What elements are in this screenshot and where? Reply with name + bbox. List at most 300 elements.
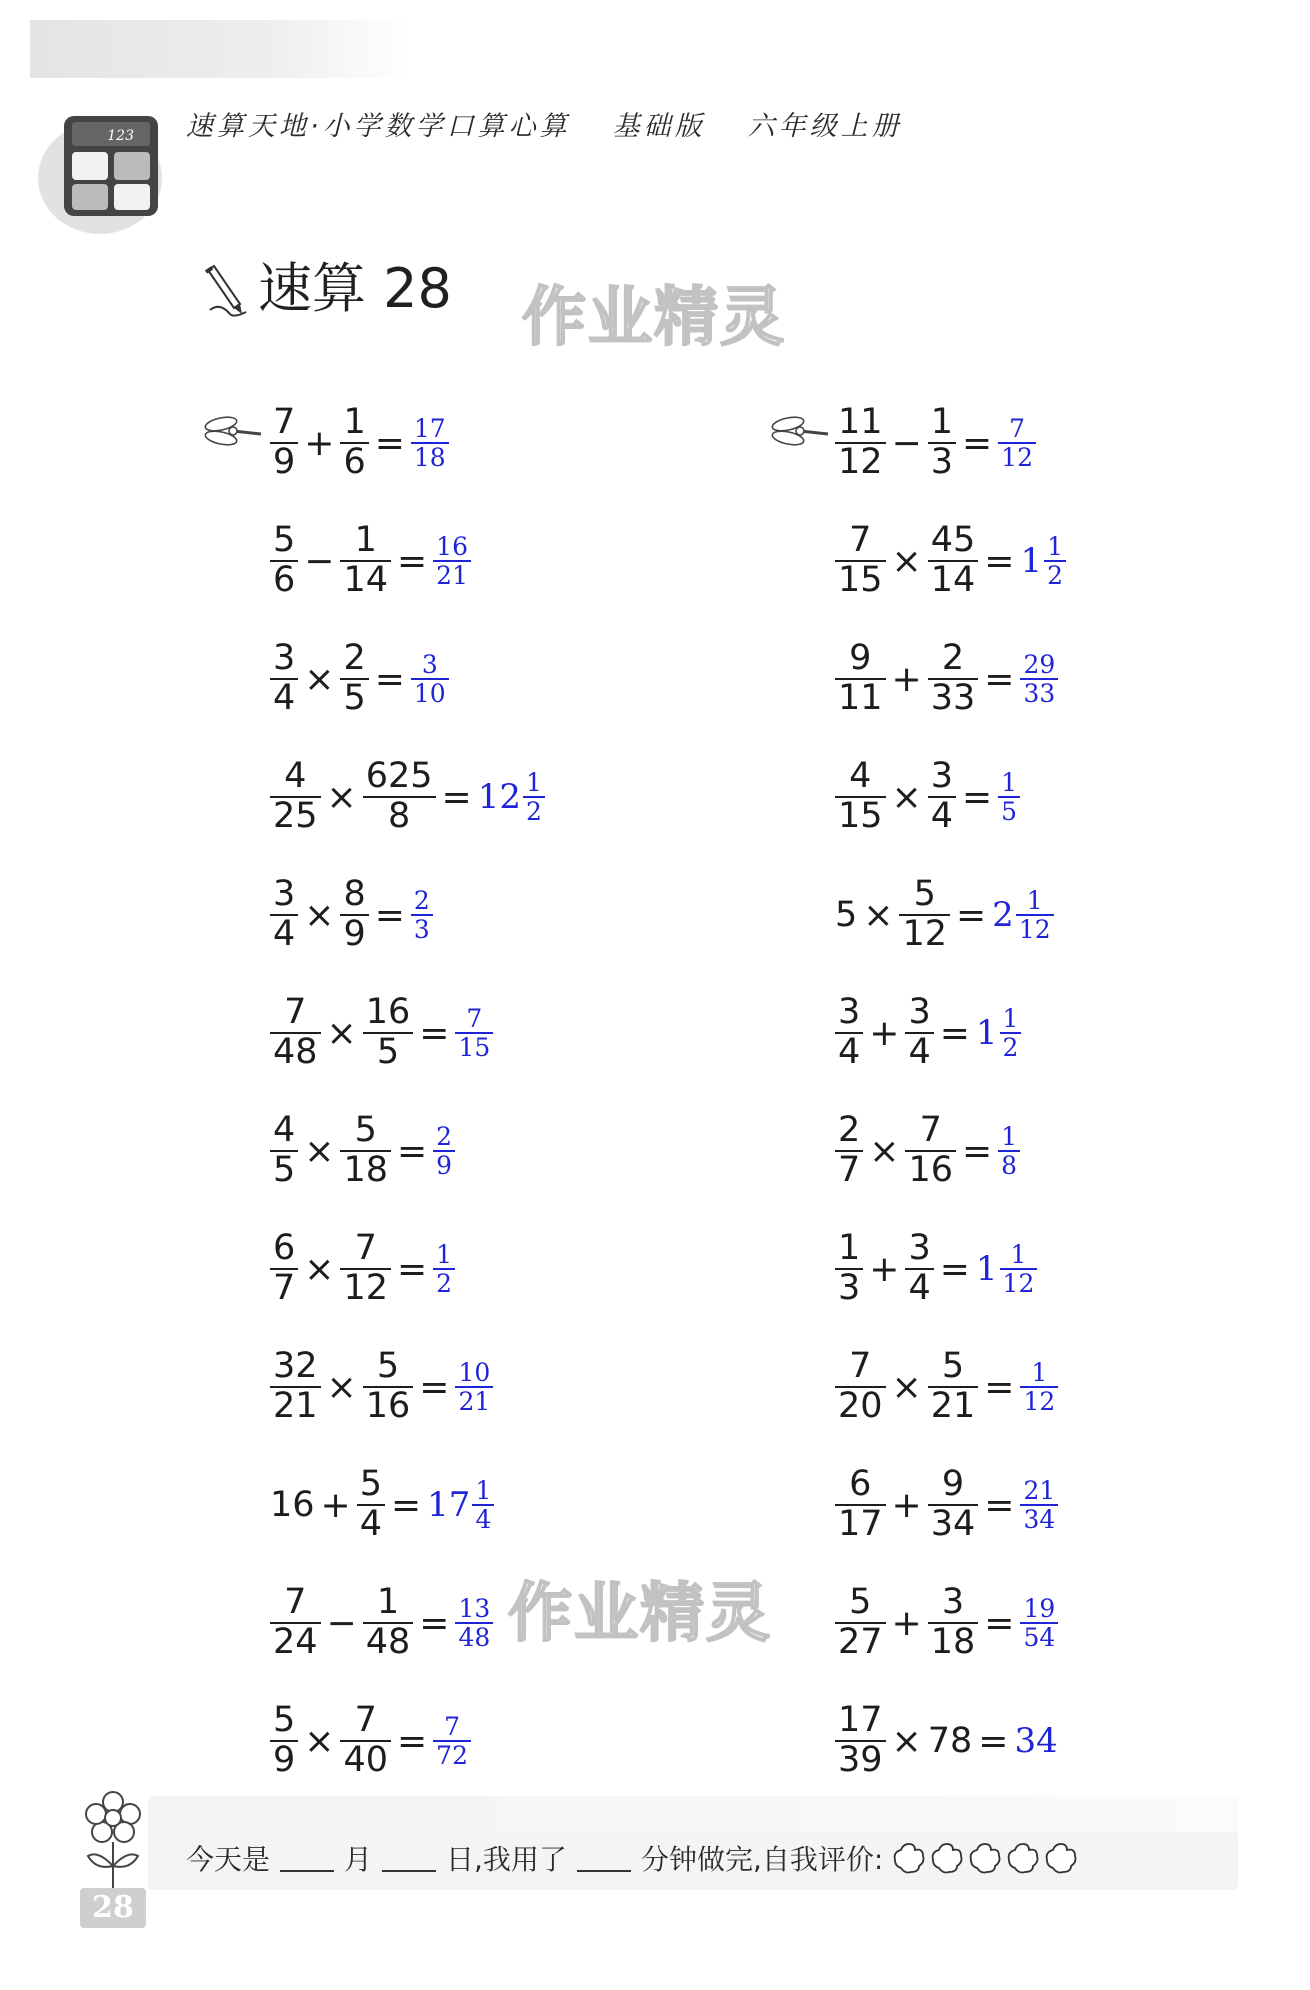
calculator-icon xyxy=(38,106,170,236)
denominator: 2 xyxy=(1047,561,1063,590)
denominator: 4 xyxy=(908,1032,931,1072)
problem xyxy=(835,620,1310,738)
denominator: 16 xyxy=(908,1150,953,1190)
numerator: 16 xyxy=(365,992,411,1033)
fraction-operand xyxy=(835,994,863,1072)
answer-whole: 2 xyxy=(992,895,1014,935)
header-grade: 六年级上册 xyxy=(747,111,903,142)
numerator: 16 xyxy=(436,532,468,561)
fraction-operand xyxy=(270,758,321,836)
problem xyxy=(835,1446,1310,1564)
numerator: 5 xyxy=(273,1700,296,1741)
numerator: 13 xyxy=(458,1594,491,1623)
numerator: 6 xyxy=(849,1464,872,1505)
numerator: 4 xyxy=(273,1110,296,1151)
handwritten-answer xyxy=(1020,651,1058,707)
answer-fraction xyxy=(998,1123,1020,1179)
minutes-blank[interactable] xyxy=(577,1844,631,1872)
fraction-operand xyxy=(928,640,979,718)
handwritten-answer xyxy=(1014,1721,1059,1761)
denominator: 12 xyxy=(1023,1387,1056,1416)
denominator: 15 xyxy=(458,1033,491,1062)
watermark: 作业精灵 xyxy=(522,281,786,355)
fraction-operand xyxy=(905,1230,933,1308)
answer-fraction xyxy=(1020,651,1058,707)
equals-sign: = xyxy=(397,1130,428,1172)
denominator: 7 xyxy=(273,1268,296,1308)
handwritten-answer xyxy=(411,415,449,471)
numerator: 45 xyxy=(930,520,976,561)
rating-flower-icon[interactable] xyxy=(1043,1840,1079,1876)
problem xyxy=(270,1682,830,1800)
denominator: 5 xyxy=(376,1032,400,1072)
month-label: 月 xyxy=(344,1843,373,1876)
handwritten-answer xyxy=(976,1241,1037,1297)
numerator: 2 xyxy=(838,1110,861,1151)
fraction-operand xyxy=(340,1230,391,1308)
denominator: 15 xyxy=(838,560,883,600)
numerator: 10 xyxy=(458,1358,491,1387)
equals-sign: = xyxy=(419,1366,450,1408)
denominator: 20 xyxy=(838,1386,883,1426)
handwritten-answer xyxy=(1020,1477,1058,1533)
numerator: 19 xyxy=(1023,1594,1056,1623)
denominator: 2 xyxy=(1002,1033,1019,1062)
numerator: 1 xyxy=(376,1582,400,1623)
fraction-operand xyxy=(270,876,298,954)
fraction-operand xyxy=(835,1584,886,1662)
problem xyxy=(835,1092,1310,1210)
numerator: 1 xyxy=(343,402,366,443)
denominator: 3 xyxy=(838,1268,861,1308)
handwritten-answer xyxy=(998,415,1036,471)
fraction-operand xyxy=(340,640,368,718)
fraction-operand xyxy=(928,758,956,836)
handwritten-answer xyxy=(992,887,1053,943)
operator: × xyxy=(891,1366,922,1408)
denominator: 33 xyxy=(930,678,976,718)
integer-operand: 5 xyxy=(835,895,858,935)
equals-sign: = xyxy=(397,1720,428,1762)
numerator: 3 xyxy=(941,1582,965,1623)
equals-sign: = xyxy=(984,1602,1015,1644)
fraction-operand xyxy=(899,876,950,954)
numerator: 1 xyxy=(838,1228,861,1269)
handwritten-answer xyxy=(1020,1595,1058,1651)
rating-flower-icon[interactable] xyxy=(891,1840,927,1876)
denominator: 11 xyxy=(838,678,883,718)
answer-fraction xyxy=(411,887,433,943)
denominator: 9 xyxy=(273,442,296,482)
numerator: 3 xyxy=(273,874,296,915)
operator: × xyxy=(869,1130,900,1172)
denominator: 6 xyxy=(273,560,296,600)
answer-fraction xyxy=(523,769,545,825)
fraction-operand xyxy=(340,404,368,482)
denominator: 12 xyxy=(343,1268,388,1308)
fraction-operand xyxy=(928,522,979,600)
problem xyxy=(270,502,830,620)
denominator: 4 xyxy=(475,1505,492,1534)
denominator: 8 xyxy=(387,796,411,836)
fraction-operand xyxy=(270,1230,298,1308)
denominator: 4 xyxy=(359,1504,382,1544)
denominator: 21 xyxy=(436,561,468,590)
numerator: 8 xyxy=(343,874,366,915)
numerator: 3 xyxy=(838,992,861,1033)
denominator: 9 xyxy=(343,914,366,954)
fraction-operand xyxy=(928,1348,979,1426)
numerator: 2 xyxy=(343,638,366,679)
denominator: 12 xyxy=(838,442,883,482)
fraction-operand xyxy=(363,994,414,1072)
numerator: 3 xyxy=(908,992,931,1033)
fraction-operand xyxy=(270,1584,321,1662)
problem xyxy=(835,1210,1310,1328)
answer-fraction xyxy=(1016,887,1054,943)
numerator: 9 xyxy=(941,1464,965,1505)
handwritten-answer xyxy=(433,533,471,589)
denominator: 72 xyxy=(436,1741,468,1770)
answer-fraction xyxy=(455,1005,493,1061)
operator: × xyxy=(891,1720,922,1762)
numerator: 1 xyxy=(1010,1240,1027,1269)
page-title: 速算 28 xyxy=(258,257,452,320)
fraction-operand xyxy=(835,1230,863,1308)
denominator: 9 xyxy=(436,1151,453,1180)
numerator: 1 xyxy=(525,768,542,797)
handwritten-answer xyxy=(411,887,433,943)
fraction-operand xyxy=(340,876,368,954)
denominator: 34 xyxy=(930,1504,976,1544)
operator: × xyxy=(891,776,922,818)
numerator: 7 xyxy=(284,1582,307,1623)
fraction-operand xyxy=(835,404,886,482)
handwritten-answer xyxy=(455,1359,493,1415)
problem xyxy=(270,620,830,738)
day-label: 日,我用了 xyxy=(446,1843,567,1876)
integer-operand: 78 xyxy=(927,1721,973,1761)
numerator: 1 xyxy=(1001,768,1018,797)
denominator: 25 xyxy=(273,796,318,836)
fraction-operand xyxy=(835,522,886,600)
equals-sign: = xyxy=(397,1248,428,1290)
numerator: 9 xyxy=(849,638,872,679)
handwritten-answer xyxy=(1020,533,1066,589)
denominator: 40 xyxy=(343,1740,388,1780)
answer-fraction xyxy=(411,651,449,707)
fraction-operand xyxy=(835,1702,886,1780)
equals-sign: = xyxy=(419,1012,450,1054)
operator: + xyxy=(891,658,922,700)
equals-sign: = xyxy=(397,540,428,582)
denominator: 39 xyxy=(838,1740,883,1780)
problem xyxy=(835,1328,1310,1446)
calculator-display: 123 xyxy=(107,128,134,144)
operator: − xyxy=(326,1602,357,1644)
equals-sign: = xyxy=(984,658,1015,700)
numerator: 32 xyxy=(273,1346,318,1387)
numerator: 1 xyxy=(354,520,377,561)
numerator: 7 xyxy=(354,1228,377,1269)
denominator: 12 xyxy=(902,914,947,954)
problem xyxy=(270,1092,830,1210)
problem xyxy=(835,502,1310,620)
numerator: 5 xyxy=(941,1346,965,1387)
numerator: 1 xyxy=(475,1476,492,1505)
equals-sign: = xyxy=(962,776,993,818)
problem xyxy=(835,384,1310,502)
fraction-operand xyxy=(270,404,298,482)
answer-fraction xyxy=(433,1713,471,1769)
denominator: 21 xyxy=(458,1387,491,1416)
header-edition: 基础版 xyxy=(612,111,706,142)
numerator: 5 xyxy=(359,1464,382,1505)
denominator: 3 xyxy=(930,442,953,482)
denominator: 10 xyxy=(413,679,446,708)
denominator: 4 xyxy=(838,1032,861,1072)
numerator: 5 xyxy=(913,874,936,915)
problem xyxy=(835,974,1310,1092)
denominator: 24 xyxy=(273,1622,318,1662)
dragonfly-icon xyxy=(203,412,263,454)
equals-sign: = xyxy=(419,1602,450,1644)
operator: + xyxy=(320,1484,351,1526)
problem xyxy=(835,1564,1310,1682)
answer-fraction xyxy=(998,769,1020,825)
numerator: 17 xyxy=(838,1700,883,1741)
numerator: 3 xyxy=(908,1228,931,1269)
handwritten-answer xyxy=(455,1005,493,1061)
denominator: 48 xyxy=(458,1623,491,1652)
answer-fraction xyxy=(998,415,1036,471)
numerator: 7 xyxy=(849,1346,872,1387)
problem xyxy=(270,1210,830,1328)
numerator: 5 xyxy=(849,1582,872,1623)
answer-fraction xyxy=(455,1359,493,1415)
rating-flower-icon[interactable] xyxy=(1005,1840,1041,1876)
fraction-operand xyxy=(928,1466,979,1544)
denominator: 6 xyxy=(343,442,366,482)
rating-flower-icon[interactable] xyxy=(929,1840,965,1876)
equals-sign: = xyxy=(978,1720,1009,1762)
fraction-operand xyxy=(363,1348,414,1426)
numerator: 5 xyxy=(273,520,296,561)
fraction-operand xyxy=(270,640,298,718)
answer-fraction xyxy=(455,1595,493,1651)
fraction-operand xyxy=(340,1112,391,1190)
operator: + xyxy=(304,422,335,464)
equals-sign: = xyxy=(962,422,993,464)
numerator: 5 xyxy=(376,1346,400,1387)
answer-fraction xyxy=(1000,1241,1038,1297)
fraction-operand xyxy=(835,640,886,718)
operator: − xyxy=(304,540,335,582)
denominator: 5 xyxy=(1001,797,1018,826)
denominator: 16 xyxy=(365,1386,411,1426)
problem xyxy=(270,1564,830,1682)
operator: × xyxy=(326,1012,357,1054)
numerator: 7 xyxy=(273,402,296,443)
denominator: 3 xyxy=(413,915,430,944)
equals-sign: = xyxy=(956,894,987,936)
operator: × xyxy=(304,1130,335,1172)
fraction-operand xyxy=(270,522,298,600)
problem xyxy=(835,1682,1310,1800)
numerator: 3 xyxy=(421,650,438,679)
handwritten-answer xyxy=(478,769,545,825)
denominator: 12 xyxy=(1018,915,1051,944)
handwritten-answer xyxy=(455,1595,493,1651)
numerator: 7 xyxy=(284,992,307,1033)
problem xyxy=(270,974,830,1092)
operator: × xyxy=(304,1248,335,1290)
denominator: 15 xyxy=(838,796,883,836)
answer-whole: 12 xyxy=(477,777,521,817)
handwritten-answer xyxy=(411,651,449,707)
problem xyxy=(270,738,830,856)
answer-fraction xyxy=(433,1241,455,1297)
operator: + xyxy=(869,1012,900,1054)
problems-left-column xyxy=(270,384,830,1800)
numerator: 11 xyxy=(838,402,883,443)
equals-sign: = xyxy=(939,1012,970,1054)
denominator: 9 xyxy=(273,1740,296,1780)
denominator: 48 xyxy=(365,1622,411,1662)
answer-fraction xyxy=(433,533,471,589)
handwritten-answer xyxy=(427,1477,494,1533)
denominator: 18 xyxy=(413,443,446,472)
problem xyxy=(835,856,1310,974)
denominator: 27 xyxy=(838,1622,883,1662)
problem xyxy=(270,1446,830,1564)
operator: × xyxy=(326,776,357,818)
handwritten-answer xyxy=(998,769,1020,825)
numerator: 1 xyxy=(1031,1358,1048,1387)
denominator: 34 xyxy=(1023,1505,1056,1534)
problem xyxy=(835,738,1310,856)
watermark: 作业精灵 xyxy=(508,1577,772,1651)
fraction-operand xyxy=(835,1466,886,1544)
numerator: 1 xyxy=(436,1240,453,1269)
denominator: 7 xyxy=(838,1150,861,1190)
numerator: 625 xyxy=(365,756,433,797)
operator: × xyxy=(863,894,894,936)
answer-fraction xyxy=(1020,1359,1058,1415)
fraction-operand xyxy=(835,1112,863,1190)
page-number: 28 xyxy=(80,1888,146,1928)
answer-fraction xyxy=(1044,533,1066,589)
numerator: 1 xyxy=(1047,532,1063,561)
problem xyxy=(270,1328,830,1446)
numerator: 21 xyxy=(1023,1476,1056,1505)
numerator: 7 xyxy=(919,1110,942,1151)
numerator: 2 xyxy=(941,638,965,679)
numerator: 6 xyxy=(273,1228,296,1269)
answer-fraction xyxy=(472,1477,494,1533)
day-blank[interactable] xyxy=(382,1844,436,1872)
answer-whole: 34 xyxy=(1014,1721,1058,1761)
fraction-operand xyxy=(363,758,436,836)
numerator: 7 xyxy=(849,520,872,561)
numerator: 1 xyxy=(1002,1004,1019,1033)
operator: − xyxy=(891,422,922,464)
fraction-operand xyxy=(835,758,886,836)
rating-flower-icon[interactable] xyxy=(967,1840,1003,1876)
problems-right-column xyxy=(835,384,1310,1800)
answer-fraction xyxy=(411,415,449,471)
fraction-operand xyxy=(340,522,391,600)
denominator: 17 xyxy=(838,1504,883,1544)
denominator: 18 xyxy=(343,1150,388,1190)
numerator: 7 xyxy=(466,1004,483,1033)
numerator: 17 xyxy=(413,414,446,443)
denominator: 48 xyxy=(273,1032,318,1072)
numerator: 4 xyxy=(849,756,872,797)
equals-sign: = xyxy=(984,1484,1015,1526)
operator: + xyxy=(869,1248,900,1290)
answer-fraction xyxy=(1020,1595,1058,1651)
denominator: 8 xyxy=(1001,1151,1018,1180)
numerator: 7 xyxy=(354,1700,377,1741)
fraction-operand xyxy=(928,404,956,482)
fraction-operand xyxy=(357,1466,385,1544)
operator: × xyxy=(304,658,335,700)
equals-sign: = xyxy=(939,1248,970,1290)
header-series: 速算天地·小学数学口算心算 xyxy=(186,111,571,142)
handwritten-answer xyxy=(976,1005,1022,1061)
numerator: 3 xyxy=(930,756,953,797)
equals-sign: = xyxy=(374,658,405,700)
minutes-label: 分钟做完,自我评价: xyxy=(640,1843,884,1876)
equals-sign: = xyxy=(441,776,472,818)
operator: × xyxy=(304,894,335,936)
fraction-operand xyxy=(270,1112,298,1190)
denominator: 18 xyxy=(930,1622,976,1662)
denominator: 4 xyxy=(273,914,296,954)
numerator: 2 xyxy=(413,886,430,915)
handwritten-answer xyxy=(433,1123,455,1179)
equals-sign: = xyxy=(374,894,405,936)
denominator: 5 xyxy=(343,678,366,718)
answer-fraction xyxy=(433,1123,455,1179)
numerator: 1 xyxy=(1001,1122,1018,1151)
denominator: 12 xyxy=(1001,443,1033,472)
denominator: 14 xyxy=(930,560,976,600)
handwritten-answer xyxy=(998,1123,1020,1179)
fraction-operand xyxy=(270,1702,298,1780)
equals-sign: = xyxy=(391,1484,422,1526)
denominator: 4 xyxy=(930,796,953,836)
equals-sign: = xyxy=(984,1366,1015,1408)
numerator: 5 xyxy=(354,1110,377,1151)
answer-whole: 1 xyxy=(1020,541,1043,581)
answer-whole: 17 xyxy=(427,1485,471,1525)
pencil-icon xyxy=(200,262,250,318)
fraction-operand xyxy=(905,1112,956,1190)
answer-whole: 1 xyxy=(975,1013,998,1053)
integer-operand: 16 xyxy=(270,1485,315,1525)
flower-icon xyxy=(78,1790,148,1890)
fraction-operand xyxy=(905,994,933,1072)
answer-fraction xyxy=(1000,1005,1022,1061)
month-blank[interactable] xyxy=(280,1844,334,1872)
handwritten-answer xyxy=(433,1713,471,1769)
operator: × xyxy=(891,540,922,582)
answer-whole: 1 xyxy=(975,1249,998,1289)
numerator: 4 xyxy=(284,756,307,797)
denominator: 33 xyxy=(1023,679,1056,708)
